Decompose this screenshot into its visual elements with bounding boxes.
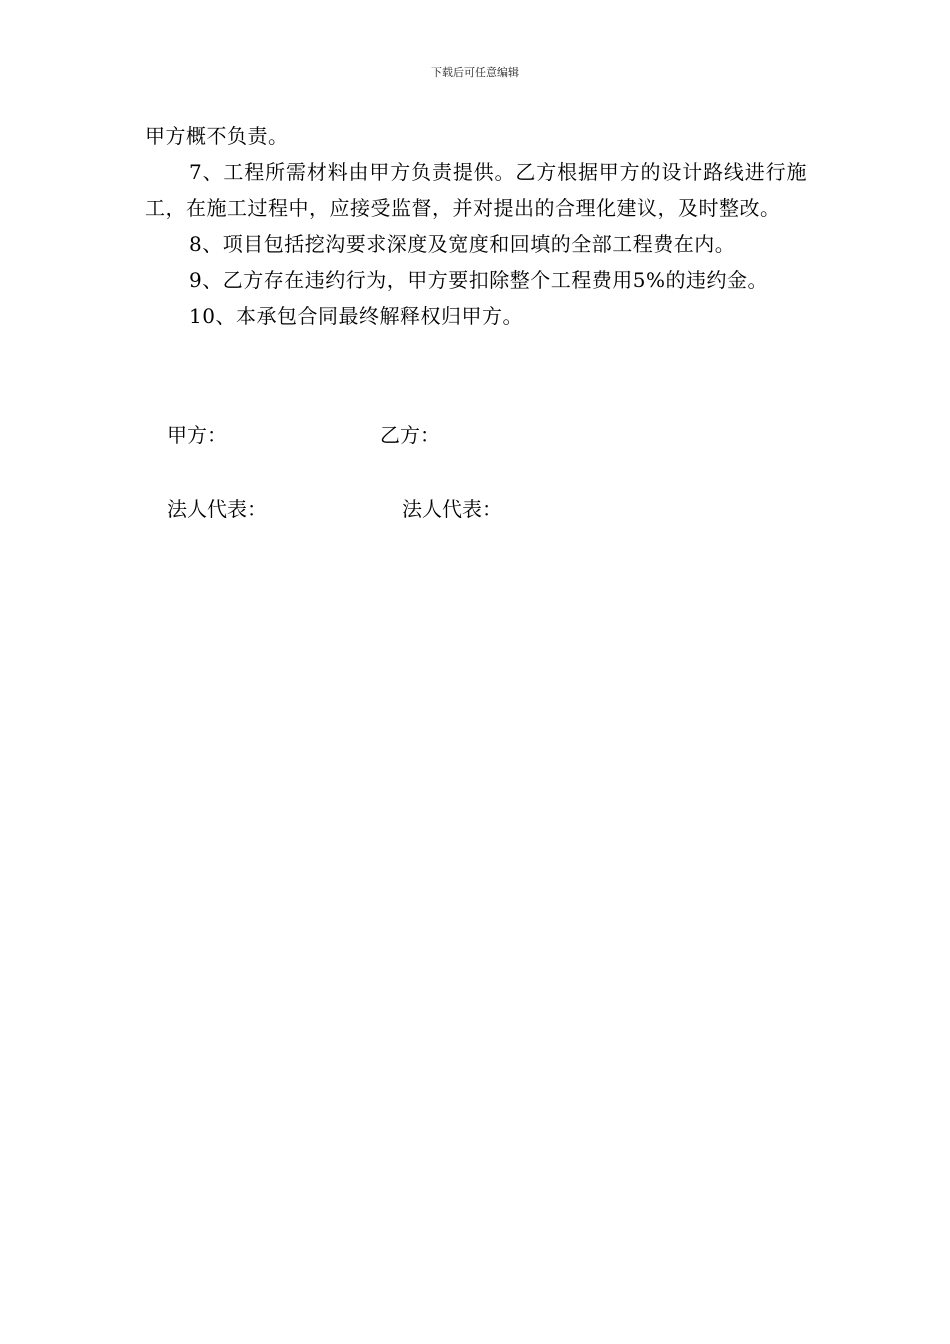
paragraph-clause-10: 10、本承包合同最终解释权归甲方。 (189, 304, 523, 328)
paragraph-clause-7: 7、工程所需材料由甲方负责提供。乙方根据甲方的设计路线进行施工，在施工过程中，应接受监督，并对提出的合理化建议，及时整改。 (145, 160, 807, 220)
party-a-label: 甲方： (167, 423, 227, 447)
paragraph-clause-9: 9、乙方存在违约行为，甲方要扣除整个工程费用5%的违约金。 (189, 268, 768, 292)
paragraph-clause-8: 8、项目包括挖沟要求深度及宽度和回填的全部工程费在内。 (189, 232, 736, 256)
paragraph-continuation: 甲方概不负责。 (145, 124, 289, 148)
party-b-label: 乙方： (380, 423, 440, 447)
contract-body (145, 118, 807, 334)
party-b-representative-label: 法人代表： (402, 497, 502, 521)
party-a-representative-label: 法人代表： (167, 497, 267, 521)
header-note: 下载后可任意编辑 (431, 66, 519, 79)
